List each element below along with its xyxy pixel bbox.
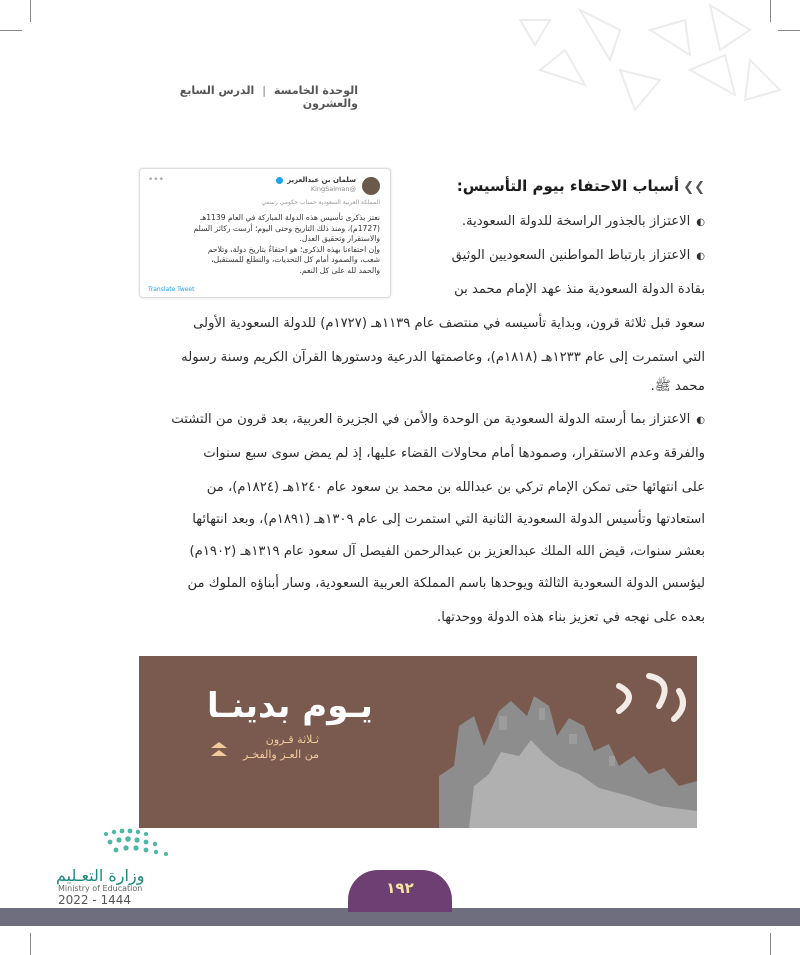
bullet-icon: ◐ bbox=[696, 217, 705, 228]
text-line: بعشر سنوات، قيض الله الملك عبدالعزيز بن عبدالرحمن الفيصل آل سعود عام ١٣١٩هـ (١٩٠٢م) bbox=[189, 544, 705, 559]
text-line: سعود قبل ثلاثة قرون، وبداية تأسيسه في منتصف عام ١١٣٩هـ (١٧٢٧م) للدولة السعودية الأولى bbox=[193, 316, 705, 331]
bullet-icon: ◐ bbox=[696, 415, 705, 426]
verified-icon bbox=[276, 177, 283, 184]
crop-mark bbox=[0, 30, 22, 31]
tweet-line: والاستقرار وتحقيق العدل. bbox=[299, 234, 380, 243]
tweet-author-name bbox=[276, 176, 356, 184]
translate-tweet-link[interactable]: Translate Tweet bbox=[148, 286, 195, 293]
edition-year: 2022 - 1444 bbox=[58, 893, 132, 907]
crop-mark bbox=[30, 0, 31, 22]
banner-title: يـوم بدينـا bbox=[207, 686, 373, 726]
banner-subtitle-line: ثـلاثة قـرون bbox=[265, 733, 319, 746]
crop-mark bbox=[30, 933, 31, 955]
tweet-line: شعب، والصمود أمام كل التحديات، والتطلع للمستقبل، bbox=[211, 255, 380, 264]
tweet-line: (1727م)، ومنذ ذلك التاريخ وحتى اليوم؛ أرست ركائز السلم bbox=[193, 223, 380, 233]
text-line: على انتهائها حتى تمكن الإمام تركي بن عبدالله بن محمد بن سعود عام ١٢٤٠هـ (١٨٢٤م)، من bbox=[206, 480, 705, 495]
tweet-line: نعتز بذكرى تأسيس هذه الدولة المباركة في العام 1139هـ bbox=[199, 213, 380, 222]
tweet-card bbox=[139, 168, 391, 298]
text-line: الاعتزاز بما أرسته الدولة السعودية من الوحدة والأمن في الجزيرة العربية، بعد قرون من التشتت bbox=[171, 412, 691, 427]
more-icon[interactable]: ••• bbox=[148, 175, 164, 185]
ministry-name-english: Ministry of Education bbox=[58, 884, 143, 893]
banner-subtitle bbox=[209, 732, 319, 762]
header-separator: | bbox=[262, 84, 267, 97]
text-line: الاعتزاز بالجذور الراسخة للدولة السعودية. bbox=[461, 214, 691, 229]
text-line: ليؤسس الدولة السعودية الثالثة ويوحدها باسم المملكة العربية السعودية، وسار أبناؤه الملوك من bbox=[187, 576, 705, 591]
decorative-pattern bbox=[480, 0, 800, 120]
lesson-label: الدرس السابع والعشرون bbox=[179, 84, 358, 110]
bullet-point bbox=[405, 214, 705, 229]
tweet-line: وإن احتفاءنا بهذه الذكرى؛ هو احتفاءٌ بتاريخ دولة، وتلاحم bbox=[207, 244, 380, 254]
crop-mark bbox=[770, 933, 771, 955]
double-chevron-icon: ❯❯ bbox=[683, 180, 705, 195]
bullet-point bbox=[405, 248, 705, 263]
running-header bbox=[138, 84, 358, 110]
text-line: بعده على نهجه في تعزيز بناء هذه الدولة ووحدتها. bbox=[437, 610, 705, 625]
section-title-text: أسباب الاحتفاء بيوم التأسيس: bbox=[456, 177, 680, 195]
text-line: والفرقة وعدم الاستقرار، وصمودها أمام محاولات القضاء عليها، إذ لم يمض سوى سبع سنوات bbox=[203, 446, 705, 461]
unit-label: الوحدة الخامسة bbox=[273, 84, 358, 97]
ministry-name-arabic: وزارة التعـليم bbox=[56, 866, 145, 885]
tweet-line: والحمد لله على كل النعم. bbox=[299, 265, 380, 275]
text-line: بقادة الدولة السعودية منذ عهد الإمام محمد بن bbox=[454, 282, 705, 297]
text-line: محمد ﷺ. bbox=[650, 379, 705, 394]
tweet-body bbox=[150, 213, 380, 276]
page-number: ١٩٢ bbox=[386, 879, 414, 897]
bullet-icon: ◐ bbox=[696, 251, 705, 262]
banner-subtitle-line: من العـز والفخـر bbox=[243, 748, 319, 761]
tweet-bio: المملكة العربية السعودية حساب حكومي رسمي bbox=[261, 199, 380, 206]
founding-day-banner bbox=[139, 656, 697, 828]
avatar bbox=[362, 177, 380, 195]
section-title bbox=[457, 177, 705, 195]
tweet-handle: @KingSalman bbox=[310, 185, 356, 193]
bullet-point bbox=[95, 412, 705, 427]
ministry-logo-icon bbox=[96, 826, 186, 862]
text-line: استعادتها وتأسيس الدولة السعودية الثانية التي استمرت إلى عام ١٣٠٩هـ (١٨٩١م)، وبعد انتهائها bbox=[192, 512, 705, 527]
text-line: الاعتزاز بارتباط المواطنين السعوديين الوثيق bbox=[451, 248, 691, 263]
author-name-text: سلمان بن عبدالعزيز bbox=[287, 176, 356, 184]
text-line: التي استمرت إلى عام ١٢٣٣هـ (١٨١٨م)، وعاصمتها الدرعية ودستورها القرآن الكريم وسنة رسوله bbox=[181, 350, 705, 365]
